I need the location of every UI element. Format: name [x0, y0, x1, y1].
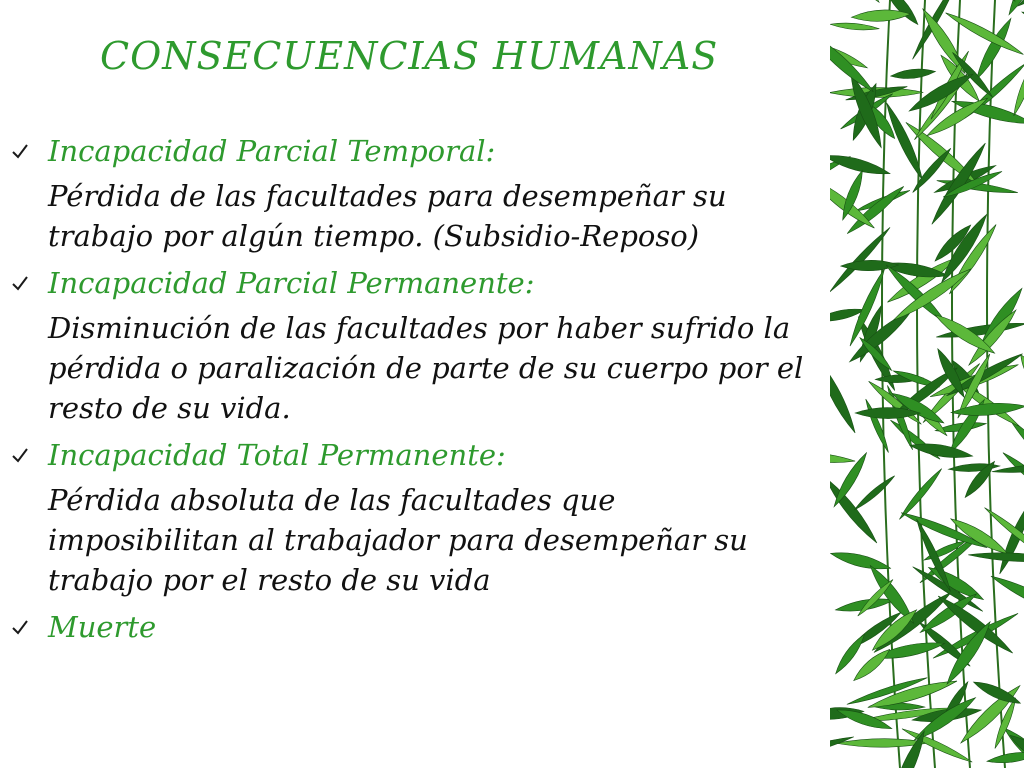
bullet-item-total-permanente	[10, 436, 910, 474]
bamboo-leaf	[1000, 450, 1024, 499]
checkmark-icon	[10, 273, 30, 293]
description-line: pérdida o paralización de parte de su cuerpo por el	[48, 351, 804, 385]
bullet-description	[10, 176, 910, 256]
checkmark-icon	[10, 617, 30, 637]
bullet-item-parcial-temporal	[10, 132, 910, 170]
bullet-list	[10, 132, 910, 646]
description-line: resto de su vida.	[48, 391, 291, 425]
description-line: trabajo por algún tiempo. (Subsidio-Reposo)	[48, 219, 700, 253]
bamboo-leaf	[830, 734, 855, 760]
description-line: Disminución de las facultades por haber sufrido la	[48, 311, 791, 345]
bullet-item-muerte	[10, 608, 910, 646]
bullet-heading: Muerte	[48, 610, 157, 644]
bullet-description	[10, 308, 910, 428]
bamboo-leaf	[969, 0, 1018, 4]
bamboo-leaf	[1006, 415, 1024, 493]
description-line: Pérdida de las facultades para desempeñar su	[48, 179, 727, 213]
checkmark-icon	[10, 141, 30, 161]
bamboo-leaf	[1016, 352, 1024, 397]
description-line: trabajo por el resto de su vida	[48, 563, 491, 597]
bullet-heading: Incapacidad Total Permanente:	[48, 438, 506, 472]
bullet-heading: Incapacidad Parcial Temporal:	[48, 134, 496, 168]
bamboo-leaf	[830, 0, 884, 6]
checkmark-icon	[10, 445, 30, 465]
bamboo-leaf	[1020, 7, 1024, 44]
slide-title: CONSECUENCIAS HUMANAS	[100, 34, 719, 78]
bamboo-leaf	[888, 729, 930, 768]
bamboo-leaf	[830, 21, 880, 32]
bamboo-leaf	[890, 67, 936, 80]
bamboo-leaf	[968, 551, 1024, 564]
description-line: Pérdida absoluta de las facultades que	[48, 483, 616, 517]
bullet-heading: Incapacidad Parcial Permanente:	[48, 266, 535, 300]
bullet-description	[10, 480, 910, 600]
bullet-item-parcial-permanente	[10, 264, 910, 302]
description-line: imposibilitan al trabajador para desempeñar su	[48, 523, 748, 557]
